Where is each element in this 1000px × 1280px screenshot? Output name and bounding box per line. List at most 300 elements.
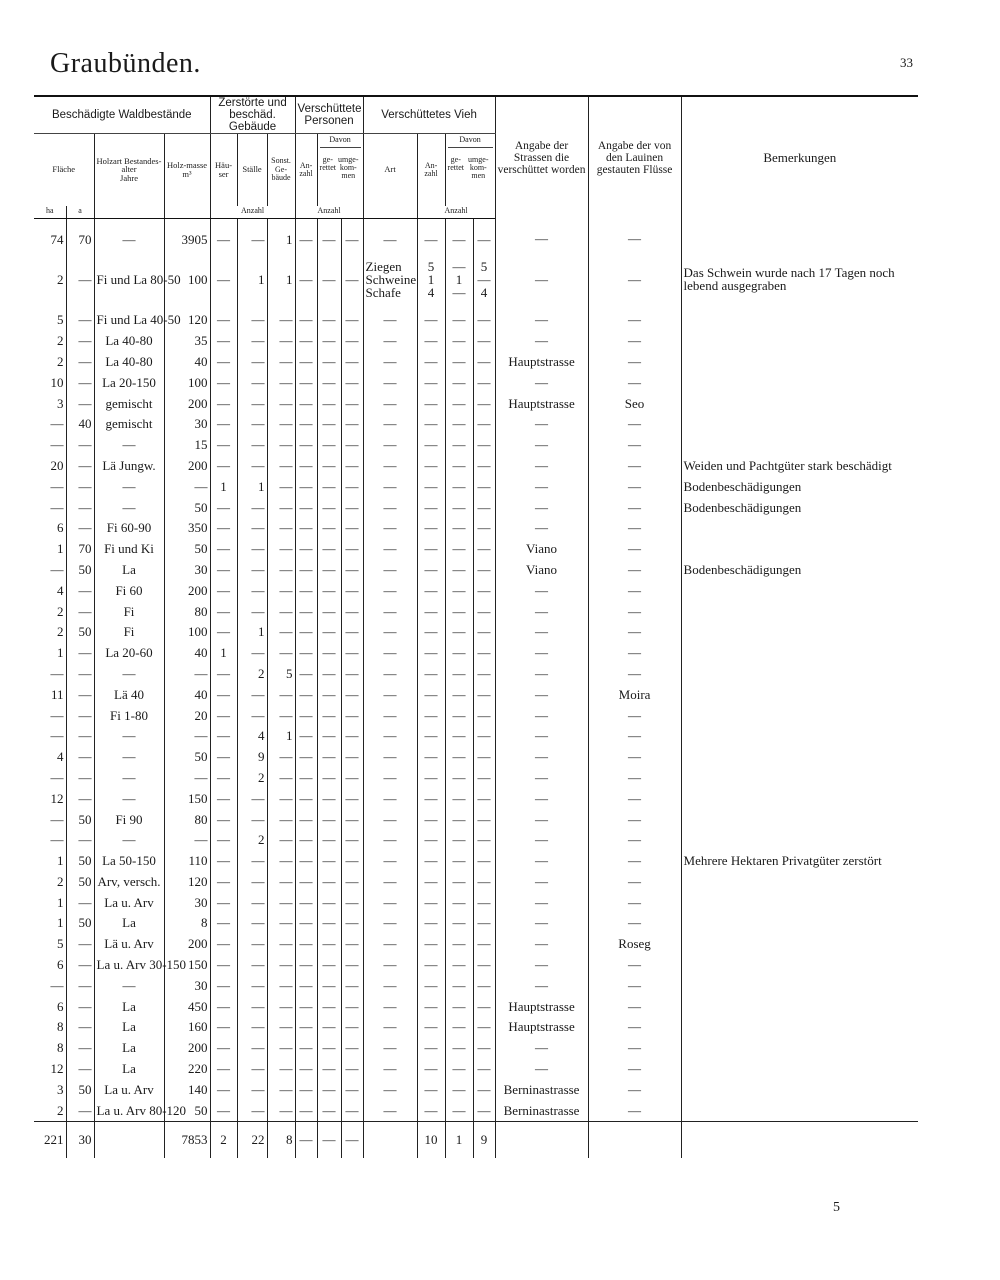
cell-bem <box>681 330 918 351</box>
total-ha: 221 <box>44 1132 64 1148</box>
cell-v-ger: — <box>445 829 473 850</box>
cell-bem <box>681 746 918 767</box>
cell-v-anz: — <box>417 892 445 913</box>
total-p-anz: — <box>295 1121 317 1158</box>
cell-strasse: — <box>495 746 588 767</box>
cell-p-umg: — <box>341 309 363 330</box>
cell-ha: 12 <box>50 1061 64 1077</box>
cell-a: — <box>66 975 94 996</box>
cell-ha: 8 <box>57 1040 64 1056</box>
cell-v-ger: — <box>445 434 473 455</box>
cell-v-anz: — <box>417 218 445 249</box>
cell-holzart: Lä u. Arv <box>94 933 164 954</box>
cell-p-umg: — <box>341 476 363 497</box>
cell-haeuser: — <box>210 538 237 559</box>
cell-a: — <box>66 684 94 705</box>
header-v-gerettet: ge-rettet <box>447 154 464 172</box>
cell-p-ger: — <box>317 351 341 372</box>
cell-sonst: — <box>267 1017 295 1038</box>
cell-ha: — <box>50 769 64 785</box>
cell-ha: 4 <box>57 582 64 598</box>
cell-v-anz: — <box>417 767 445 788</box>
cell-v-ger: — <box>445 725 473 746</box>
cell-p-anz: — <box>295 684 317 705</box>
cell-ha: 8 <box>57 1019 64 1035</box>
cell-sonst: — <box>267 309 295 330</box>
cell-ha: 1 <box>57 645 64 661</box>
cell-a: — <box>66 497 94 518</box>
header-haeuser: Häu-ser <box>210 134 237 206</box>
cell-v-anz: — <box>417 309 445 330</box>
cell-ha: 6 <box>57 957 64 973</box>
cell-holzart: La 20-150 <box>94 372 164 393</box>
cell-p-anz: — <box>295 996 317 1017</box>
header-anzahl-vieh: Anzahl <box>417 206 495 219</box>
cell-strasse: — <box>495 580 588 601</box>
cell-haeuser: — <box>210 1100 237 1121</box>
header-p-davon <box>317 134 363 206</box>
table-row <box>34 559 918 580</box>
cell-v-anz: — <box>417 996 445 1017</box>
cell-ha: 1 <box>57 915 64 931</box>
cell-v-umg: — <box>473 413 495 434</box>
cell-staelle: 2 <box>237 663 267 684</box>
cell-bem <box>681 372 918 393</box>
cell-holzart: Fi und La 80-50 <box>94 249 164 309</box>
cell-a: — <box>66 249 94 309</box>
cell-fluss: — <box>588 580 681 601</box>
cell-v-ger: — <box>445 850 473 871</box>
cell-bem <box>681 892 918 913</box>
cell-p-anz: — <box>295 559 317 580</box>
cell-v-anz: — <box>417 413 445 434</box>
cell-masse: 120 <box>164 871 210 892</box>
cell-v-art: — <box>363 996 417 1017</box>
cell-bem <box>681 434 918 455</box>
cell-v-ger: — <box>445 663 473 684</box>
cell-staelle: — <box>237 933 267 954</box>
cell-p-anz: — <box>295 705 317 726</box>
cell-v-anz: — <box>417 1017 445 1038</box>
cell-fluss: — <box>588 372 681 393</box>
cell-ha: 6 <box>57 998 64 1014</box>
cell-v-anz: — <box>417 393 445 414</box>
cell-v-umg: — <box>473 393 495 414</box>
cell-p-ger: — <box>317 933 341 954</box>
cell-sonst: — <box>267 372 295 393</box>
cell-haeuser: — <box>210 725 237 746</box>
cell-v-ger: — <box>445 954 473 975</box>
table-row <box>34 1037 918 1058</box>
cell-masse: 15 <box>164 434 210 455</box>
cell-ha: 2 <box>57 353 64 369</box>
cell-fluss: — <box>588 975 681 996</box>
cell-v-anz: — <box>417 476 445 497</box>
cell-holzart: Fi 60 <box>94 580 164 601</box>
cell-p-umg: — <box>341 1079 363 1100</box>
cell-sonst: — <box>267 580 295 601</box>
cell-a: — <box>66 788 94 809</box>
cell-v-ger: — <box>445 538 473 559</box>
cell-v-art: — <box>363 954 417 975</box>
cell-holzart: La <box>94 1058 164 1079</box>
cell-strasse: — <box>495 1037 588 1058</box>
table-row <box>34 497 918 518</box>
cell-strasse: — <box>495 476 588 497</box>
cell-v-art: — <box>363 705 417 726</box>
vieh-umgekommen-entry: — <box>477 271 491 287</box>
cell-holzart: — <box>94 788 164 809</box>
cell-masse: — <box>164 725 210 746</box>
cell-v-anz: — <box>417 621 445 642</box>
cell-v-umg: — <box>473 517 495 538</box>
cell-fluss: — <box>588 218 681 249</box>
cell-p-umg: — <box>341 517 363 538</box>
cell-strasse: — <box>495 434 588 455</box>
cell-sonst: — <box>267 684 295 705</box>
cell-p-anz: — <box>295 372 317 393</box>
cell-haeuser: — <box>210 1058 237 1079</box>
cell-v-art: — <box>363 663 417 684</box>
cell-p-umg: — <box>341 372 363 393</box>
cell-v-umg: — <box>473 975 495 996</box>
header-anzahl-personen: Anzahl <box>295 206 363 219</box>
cell-haeuser: — <box>210 330 237 351</box>
cell-ha: 5 <box>57 312 64 328</box>
cell-v-umg: — <box>473 351 495 372</box>
cell-v-umg: — <box>473 538 495 559</box>
cell-sonst: — <box>267 621 295 642</box>
cell-v-umg: — <box>473 725 495 746</box>
cell-haeuser: — <box>210 601 237 622</box>
table-row <box>34 580 918 601</box>
cell-p-ger: — <box>317 1017 341 1038</box>
cell-p-ger: — <box>317 705 341 726</box>
cell-fluss: — <box>588 309 681 330</box>
cell-v-art: — <box>363 1058 417 1079</box>
cell-v-art: — <box>363 892 417 913</box>
cell-staelle: 4 <box>237 725 267 746</box>
cell-v-anz: — <box>417 933 445 954</box>
cell-p-umg: — <box>341 1100 363 1121</box>
cell-p-ger: — <box>317 642 341 663</box>
cell-holzart: — <box>94 767 164 788</box>
cell-ha: 2 <box>57 333 64 349</box>
cell-p-anz: — <box>295 413 317 434</box>
cell-staelle: 2 <box>237 767 267 788</box>
cell-v-ger: — <box>445 559 473 580</box>
cell-p-ger: — <box>317 497 341 518</box>
cell-a: — <box>66 663 94 684</box>
cell-bem: Bodenbeschädigungen <box>681 476 918 497</box>
cell-v-umg: — <box>473 809 495 830</box>
cell-staelle: — <box>237 601 267 622</box>
cell-sonst: — <box>267 1058 295 1079</box>
cell-sonst: — <box>267 850 295 871</box>
cell-v-umg: — <box>473 1079 495 1100</box>
cell-staelle: — <box>237 218 267 249</box>
cell-fluss: — <box>588 559 681 580</box>
cell-v-art: — <box>363 621 417 642</box>
cell-v-art: — <box>363 746 417 767</box>
cell-v-anz: — <box>417 642 445 663</box>
cell-haeuser: — <box>210 351 237 372</box>
cell-p-umg: — <box>341 455 363 476</box>
cell-p-anz: — <box>295 642 317 663</box>
cell-strasse: — <box>495 663 588 684</box>
cell-p-anz: — <box>295 850 317 871</box>
cell-holzart: Fi und La 40-50 <box>94 309 164 330</box>
cell-strasse: Viano <box>495 559 588 580</box>
cell-v-ger: — <box>445 330 473 351</box>
cell-v-ger: — <box>445 393 473 414</box>
cell-haeuser: — <box>210 850 237 871</box>
cell-v-art: — <box>363 1037 417 1058</box>
cell-p-anz: — <box>295 954 317 975</box>
cell-v-anz: — <box>417 372 445 393</box>
table-row <box>34 767 918 788</box>
cell-holzart: La 20-60 <box>94 642 164 663</box>
header-holzmasse-label: Holz-masse <box>166 160 208 171</box>
cell-v-umg: — <box>473 1037 495 1058</box>
cell-staelle: — <box>237 580 267 601</box>
cell-v-umg: — <box>473 767 495 788</box>
cell-bem <box>681 517 918 538</box>
cell-v-anz: — <box>417 1058 445 1079</box>
cell-fluss: — <box>588 663 681 684</box>
cell-p-ger: — <box>317 559 341 580</box>
cell-a: 50 <box>66 913 94 934</box>
vieh-anzahl-entry: 4 <box>427 284 435 300</box>
table-row <box>34 809 918 830</box>
vieh-umgekommen-entry: 4 <box>480 284 488 300</box>
table-row <box>34 351 918 372</box>
cell-p-anz: — <box>295 829 317 850</box>
cell-bem <box>681 788 918 809</box>
cell-fluss: — <box>588 809 681 830</box>
cell-sonst: 1 <box>267 249 295 309</box>
cell-staelle: — <box>237 850 267 871</box>
cell-strasse: Hauptstrasse <box>495 996 588 1017</box>
cell-v-ger: — <box>445 1079 473 1100</box>
cell-strasse: — <box>495 809 588 830</box>
header-holzmasse <box>164 134 210 206</box>
cell-bem <box>681 218 918 249</box>
cell-v-umg: — <box>473 372 495 393</box>
cell-masse: 3905 <box>164 218 210 249</box>
cell-haeuser: — <box>210 393 237 414</box>
cell-haeuser: — <box>210 975 237 996</box>
cell-haeuser: — <box>210 218 237 249</box>
cell-holzart: Fi und Ki <box>94 538 164 559</box>
cell-ha: 12 <box>50 790 64 806</box>
cell-ha: 11 <box>50 686 64 702</box>
cell-strasse: Viano <box>495 538 588 559</box>
table-row <box>34 871 918 892</box>
cell-v-art: — <box>363 455 417 476</box>
cell-ha: — <box>50 832 64 848</box>
cell-strasse: — <box>495 249 588 309</box>
cell-v-anz: — <box>417 330 445 351</box>
cell-v-art: — <box>363 517 417 538</box>
cell-masse: 450 <box>164 996 210 1017</box>
cell-v-art: — <box>363 372 417 393</box>
cell-masse: 200 <box>164 1037 210 1058</box>
header-strassen: Angabe der Strassen die verschüttet worden <box>495 96 588 218</box>
cell-strasse: — <box>495 913 588 934</box>
cell-p-ger: — <box>317 829 341 850</box>
table-row <box>34 1100 918 1121</box>
cell-v-ger: — <box>445 871 473 892</box>
cell-sonst: — <box>267 413 295 434</box>
cell-v-ger: — <box>445 621 473 642</box>
header-flaeche: Fläche <box>52 164 76 175</box>
cell-sonst: 1 <box>267 218 295 249</box>
cell-holzart: — <box>94 663 164 684</box>
cell-bem: Bodenbeschädigungen <box>681 497 918 518</box>
cell-v-umg: — <box>473 642 495 663</box>
cell-fluss: — <box>588 767 681 788</box>
cell-v-art: — <box>363 829 417 850</box>
table-row <box>34 621 918 642</box>
cell-p-anz: — <box>295 788 317 809</box>
table-row <box>34 476 918 497</box>
cell-p-umg: — <box>341 788 363 809</box>
cell-strasse: — <box>495 413 588 434</box>
cell-p-anz: — <box>295 309 317 330</box>
cell-staelle: — <box>237 1017 267 1038</box>
cell-v-ger: — <box>445 788 473 809</box>
cell-masse: 50 <box>164 746 210 767</box>
cell-strasse: Berninastrasse <box>495 1079 588 1100</box>
cell-v-ger: — <box>445 1017 473 1038</box>
cell-a: — <box>66 705 94 726</box>
cell-v-ger: — <box>445 497 473 518</box>
cell-v-art: — <box>363 913 417 934</box>
cell-v-umg: — <box>473 497 495 518</box>
cell-p-umg: — <box>341 684 363 705</box>
cell-v-anz: — <box>417 684 445 705</box>
cell-holzart: La u. Arv 80-120 <box>94 1100 164 1121</box>
cell-a: — <box>66 476 94 497</box>
cell-bem <box>681 871 918 892</box>
cell-holzart: Lä 40 <box>94 684 164 705</box>
cell-masse: 30 <box>164 413 210 434</box>
table-row <box>34 705 918 726</box>
cell-staelle: — <box>237 954 267 975</box>
cell-ha: — <box>50 561 64 577</box>
cell-p-umg: — <box>341 642 363 663</box>
cell-staelle: — <box>237 538 267 559</box>
table-row <box>34 933 918 954</box>
cell-bem <box>681 913 918 934</box>
cell-v-ger: — <box>445 218 473 249</box>
table-row <box>34 1079 918 1100</box>
cell-haeuser: — <box>210 1037 237 1058</box>
cell-staelle: — <box>237 892 267 913</box>
cell-p-umg: — <box>341 1017 363 1038</box>
cell-staelle: — <box>237 642 267 663</box>
cell-bem <box>681 621 918 642</box>
cell-sonst: — <box>267 809 295 830</box>
cell-v-anz: — <box>417 455 445 476</box>
cell-sonst: — <box>267 1079 295 1100</box>
cell-haeuser: — <box>210 372 237 393</box>
cell-v-art: — <box>363 601 417 622</box>
cell-p-ger: — <box>317 725 341 746</box>
cell-staelle: 9 <box>237 746 267 767</box>
cell-p-umg: — <box>341 954 363 975</box>
cell-a: — <box>66 393 94 414</box>
cell-sonst: — <box>267 476 295 497</box>
cell-sonst: — <box>267 1037 295 1058</box>
table-row <box>34 309 918 330</box>
cell-p-anz: — <box>295 476 317 497</box>
cell-strasse: — <box>495 684 588 705</box>
cell-haeuser: 1 <box>210 642 237 663</box>
header-a: a <box>66 206 94 219</box>
cell-fluss: — <box>588 476 681 497</box>
cell-p-ger: — <box>317 309 341 330</box>
cell-p-anz: — <box>295 601 317 622</box>
cell-bem <box>681 954 918 975</box>
cell-holzart: La u. Arv <box>94 1079 164 1100</box>
cell-p-umg: — <box>341 913 363 934</box>
cell-p-anz: — <box>295 1058 317 1079</box>
total-a: 30 <box>66 1121 94 1158</box>
table-row <box>34 393 918 414</box>
cell-holzart: Fi 60-90 <box>94 517 164 538</box>
cell-p-umg: — <box>341 434 363 455</box>
cell-bem <box>681 413 918 434</box>
table-row <box>34 850 918 871</box>
cell-v-anz: — <box>417 434 445 455</box>
cell-fluss: — <box>588 871 681 892</box>
cell-ha: 2 <box>57 271 64 287</box>
vieh-gerettet-entry: 1 <box>455 271 463 287</box>
cell-v-art: — <box>363 767 417 788</box>
cell-strasse: — <box>495 933 588 954</box>
cell-sonst: — <box>267 788 295 809</box>
cell-p-umg: — <box>341 497 363 518</box>
cell-p-ger: — <box>317 850 341 871</box>
cell-fluss: — <box>588 621 681 642</box>
cell-masse: 120 <box>164 309 210 330</box>
header-wald: Beschädigte Waldbestände <box>34 96 210 134</box>
cell-v-ger: — <box>445 892 473 913</box>
cell-a: — <box>66 455 94 476</box>
table-row <box>34 372 918 393</box>
cell-v-ger: — <box>445 746 473 767</box>
cell-staelle: — <box>237 1037 267 1058</box>
cell-a: — <box>66 767 94 788</box>
table-header <box>34 96 918 218</box>
cell-ha: 3 <box>57 1081 64 1097</box>
cell-holzart: — <box>94 975 164 996</box>
cell-p-umg: — <box>341 746 363 767</box>
cell-ha: — <box>50 728 64 744</box>
cell-p-umg: — <box>341 351 363 372</box>
cell-v-art: — <box>363 559 417 580</box>
cell-ha: 4 <box>57 749 64 765</box>
cell-v-anz: — <box>417 1037 445 1058</box>
cell-p-umg: — <box>341 725 363 746</box>
cell-a: — <box>66 1037 94 1058</box>
cell-strasse: — <box>495 1058 588 1079</box>
cell-bem <box>681 1079 918 1100</box>
cell-bem <box>681 663 918 684</box>
table-row <box>34 975 918 996</box>
